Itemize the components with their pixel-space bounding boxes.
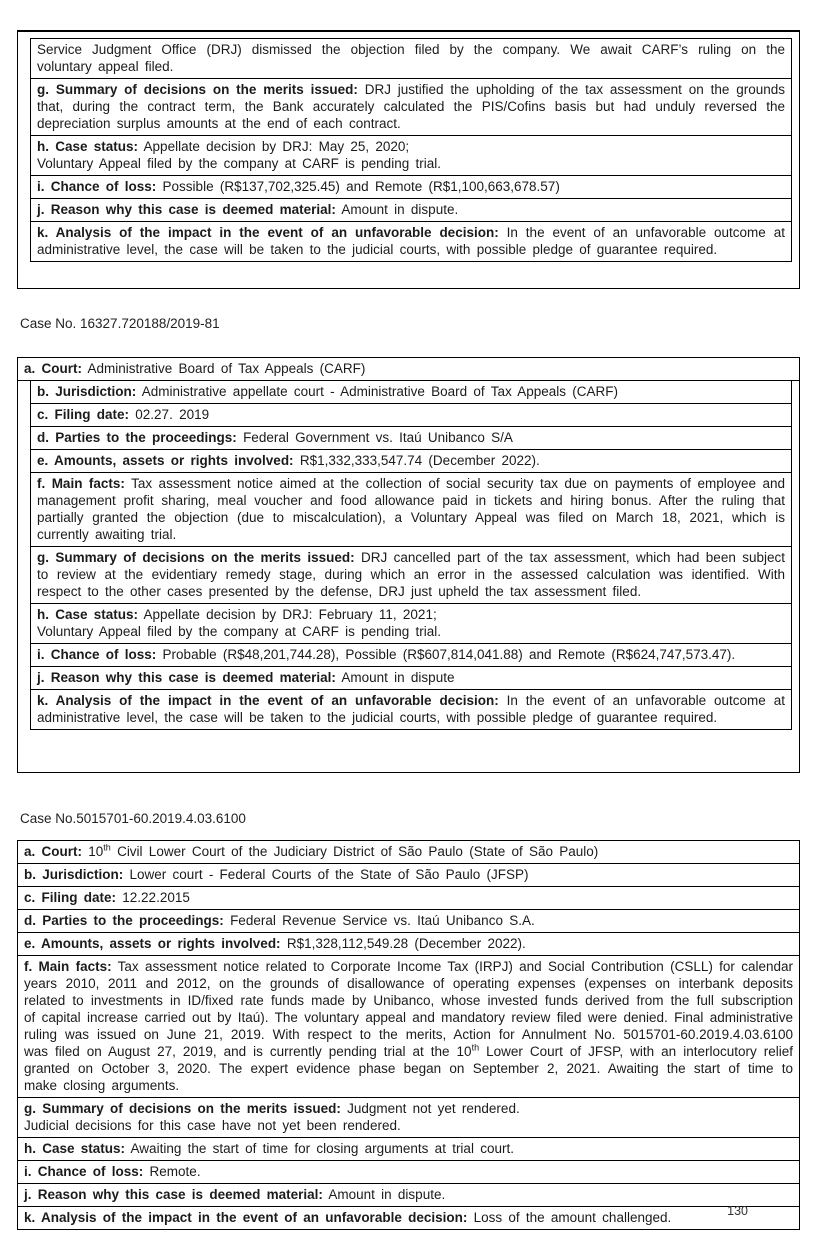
- row-label: j. Reason why this case is deemed material:: [24, 1187, 323, 1202]
- case2-row-jurisdiction: [31, 381, 791, 404]
- case3-row-parties: [18, 910, 799, 933]
- row-label: d. Parties to the proceedings:: [24, 913, 224, 928]
- case1-inner-table: [30, 38, 792, 262]
- row-label: h. Case status:: [24, 1141, 126, 1156]
- case1-row-case-status: [31, 136, 791, 176]
- row-label: c. Filing date:: [37, 407, 130, 422]
- case2-row-parties: [31, 427, 791, 450]
- ordinal-superscript: th: [471, 1042, 480, 1053]
- case3-row-case-status: [18, 1138, 799, 1161]
- case3-row-jurisdiction: [18, 864, 799, 887]
- row-label: g. Summary of decisions on the merits issued:: [24, 1101, 341, 1116]
- case2-number-heading: Case No. 16327.720188/2019-81: [20, 316, 220, 331]
- row-text: Administrative appellate court - Administrative Board of Tax Appeals (CARF): [141, 384, 618, 399]
- row-text: Amount in dispute: [341, 670, 455, 685]
- row-text: Probable (R$48,201,744.28), Possible (R$607,814,041.88) and Remote (R$624,747,573.47).: [162, 647, 736, 662]
- row-label: k. Analysis of the impact in the event of an unfavorable decision:: [24, 1210, 468, 1225]
- row-label: i. Chance of loss:: [24, 1164, 144, 1179]
- row-line1: [24, 1100, 793, 1117]
- row-line1: [37, 606, 785, 623]
- row-text: Federal Revenue Service vs. Itaú Unibanco S.A.: [230, 913, 535, 928]
- row-label: k. Analysis of the impact in the event of an unfavorable decision:: [37, 225, 499, 240]
- row-label: f. Main facts:: [24, 959, 112, 974]
- row-text: Loss of the amount challenged.: [473, 1210, 672, 1225]
- row-text: Service Judgment Office (DRJ) dismissed the objection filed by the company. We await CARF’s ruling on the voluntary appeal filed.: [37, 42, 785, 74]
- case2-row-filing-date: [31, 404, 791, 427]
- row-text: DRJ justified the upholding of the tax assessment on the grounds that, during the contract term, the Bank accurately calculated the PIS/Cofins basis but had unduly reversed the depreciation surplus amounts at the end of each contract.: [37, 82, 785, 131]
- row-text: R$1,328,112,549.28 (December 2022).: [286, 936, 526, 951]
- case2-row-summary-of-decisions: [31, 547, 791, 604]
- row-text: Amount in dispute.: [341, 202, 459, 217]
- row-label: i. Chance of loss:: [37, 647, 157, 662]
- row-text: Tax assessment notice related to Corporate Income Tax (IRPJ) and Social Contribution (CSLL) for calendar years 2010, 2011 and 2012, on the grounds of disallowance of operating expenses (expenses on interbank deposits related to investments in ID/fixed rate funds made by Unibanco, whose invested funds derived from the full subscription of capital increase carried out by Itaú). The voluntary appeal and mandatory review filed were denied. Final administrative ruling was issued on June 21, 2019. With respect to the merits, Action for Annulment No. 5015701-60.2019.4.03.6100 was filed on August 27, 2019, and is currently pending trial at the 10th Lower Court of JFSP, with an interlocutory relief granted on October 3, 2020. The expert evidence phase began on September 2, 2021. Awaiting the start of time to make closing arguments.: [24, 959, 793, 1093]
- case1-row-reason-material: [31, 199, 791, 222]
- row-text: Federal Government vs. Itaú Unibanco S/A: [243, 430, 513, 445]
- row-text: In the event of an unfavorable outcome at administrative level, the case will be taken to the judicial courts, with possible pledge of guarantee required.: [37, 225, 785, 257]
- row-label: a. Court:: [24, 361, 82, 376]
- case1-table: [17, 30, 800, 289]
- row-label: h. Case status:: [37, 139, 139, 154]
- case1-row-impact-analysis: [31, 222, 791, 261]
- row-label: f. Main facts:: [37, 476, 125, 491]
- row-label: g. Summary of decisions on the merits issued:: [37, 550, 355, 565]
- row-text: Awaiting the start of time for closing arguments at trial court.: [130, 1141, 514, 1156]
- case3-number-heading: Case No.5015701-60.2019.4.03.6100: [20, 811, 246, 826]
- case2-row-main-facts: [31, 473, 791, 547]
- row-text: Appellate decision by DRJ: February 11, 2021;: [143, 607, 437, 622]
- row-text: 12.22.2015: [122, 890, 190, 905]
- row-text: 10th Civil Lower Court of the Judiciary District of São Paulo (State of São Paulo): [88, 842, 599, 859]
- table-bottom-spacer: [18, 262, 799, 288]
- row-label: d. Parties to the proceedings:: [37, 430, 237, 445]
- row-text: Possible (R$137,702,325.45) and Remote (R$1,100,663,678.57): [162, 179, 560, 194]
- row-text: R$1,332,333,547.74 (December 2022).: [299, 453, 540, 468]
- row-label: e. Amounts, assets or rights involved:: [37, 453, 294, 468]
- row-label: k. Analysis of the impact in the event of an unfavorable decision:: [37, 693, 499, 708]
- case2-row-court: [18, 358, 799, 381]
- row-line2: Voluntary Appeal filed by the company at CARF is pending trial.: [37, 624, 441, 639]
- row-label: g. Summary of decisions on the merits issued:: [37, 82, 358, 97]
- case3-row-court: [18, 841, 799, 864]
- case2-row-impact-analysis: [31, 690, 791, 729]
- row-line2: Judicial decisions for this case have not yet been rendered.: [24, 1118, 401, 1133]
- case3-row-filing-date: [18, 887, 799, 910]
- row-text: In the event of an unfavorable outcome at administrative level, the case will be taken to the judicial courts, with possible pledge of guarantee required.: [37, 693, 785, 725]
- row-label: c. Filing date:: [24, 890, 117, 905]
- row-text: Amount in dispute.: [328, 1187, 446, 1202]
- case1-row-summary-of-decisions: [31, 79, 791, 136]
- case2-row-amounts: [31, 450, 791, 473]
- row-line2: Voluntary Appeal filed by the company at CARF is pending trial.: [37, 156, 441, 171]
- row-label: b. Jurisdiction:: [37, 384, 137, 399]
- case3-row-amounts: [18, 933, 799, 956]
- row-text: Judgment not yet rendered.: [347, 1101, 520, 1116]
- table-bottom-spacer: [18, 730, 799, 772]
- row-label: e. Amounts, assets or rights involved:: [24, 936, 281, 951]
- row-text: Remote.: [149, 1164, 201, 1179]
- case2-row-reason-material: [31, 667, 791, 690]
- case2-row-case-status: [31, 604, 791, 644]
- row-text: Lower court - Federal Courts of the State of São Paulo (JFSP): [129, 867, 529, 882]
- case2-table: [17, 357, 800, 773]
- case3-row-impact-analysis: [18, 1207, 799, 1229]
- case3-row-reason-material: [18, 1184, 799, 1207]
- case1-continuation-row: [31, 39, 791, 79]
- row-label: b. Jurisdiction:: [24, 867, 124, 882]
- case3-row-chance-of-loss: [18, 1161, 799, 1184]
- row-label: j. Reason why this case is deemed material:: [37, 202, 336, 217]
- row-text: Tax assessment notice aimed at the collection of social security tax due on payments of employee and management profit sharing, meal voucher and food allowance paid in tickets and hiring bonus. After the ruling that partially granted the objection (due to miscalculation), a Voluntary Appeal was filed on March 18, 2021, which is currently awaiting trial.: [37, 476, 785, 542]
- row-text: Administrative Board of Tax Appeals (CARF): [87, 361, 366, 376]
- row-text: DRJ cancelled part of the tax assessment, which had been subject to review at the evidentiary remedy stage, during which an error in the assessed calculation was identified. With respect to the other cases presented by the defense, DRJ just upheld the tax assessment filed.: [37, 550, 785, 599]
- page-number: 130: [727, 1204, 748, 1218]
- row-label: h. Case status:: [37, 607, 139, 622]
- case3-table: [17, 840, 800, 1230]
- case2-inner-table: [30, 381, 792, 730]
- row-line1: [37, 138, 785, 155]
- case3-row-summary-of-decisions: [18, 1098, 799, 1138]
- row-text: Appellate decision by DRJ: May 25, 2020;: [143, 139, 410, 154]
- row-label: j. Reason why this case is deemed material:: [37, 670, 336, 685]
- row-label: i. Chance of loss:: [37, 179, 157, 194]
- case3-row-main-facts: [18, 956, 799, 1098]
- case1-row-chance-of-loss: [31, 176, 791, 199]
- case2-row-chance-of-loss: [31, 644, 791, 667]
- row-label: a. Court:: [24, 844, 82, 859]
- row-text: 02.27. 2019: [135, 407, 210, 422]
- ordinal-superscript: th: [103, 842, 111, 853]
